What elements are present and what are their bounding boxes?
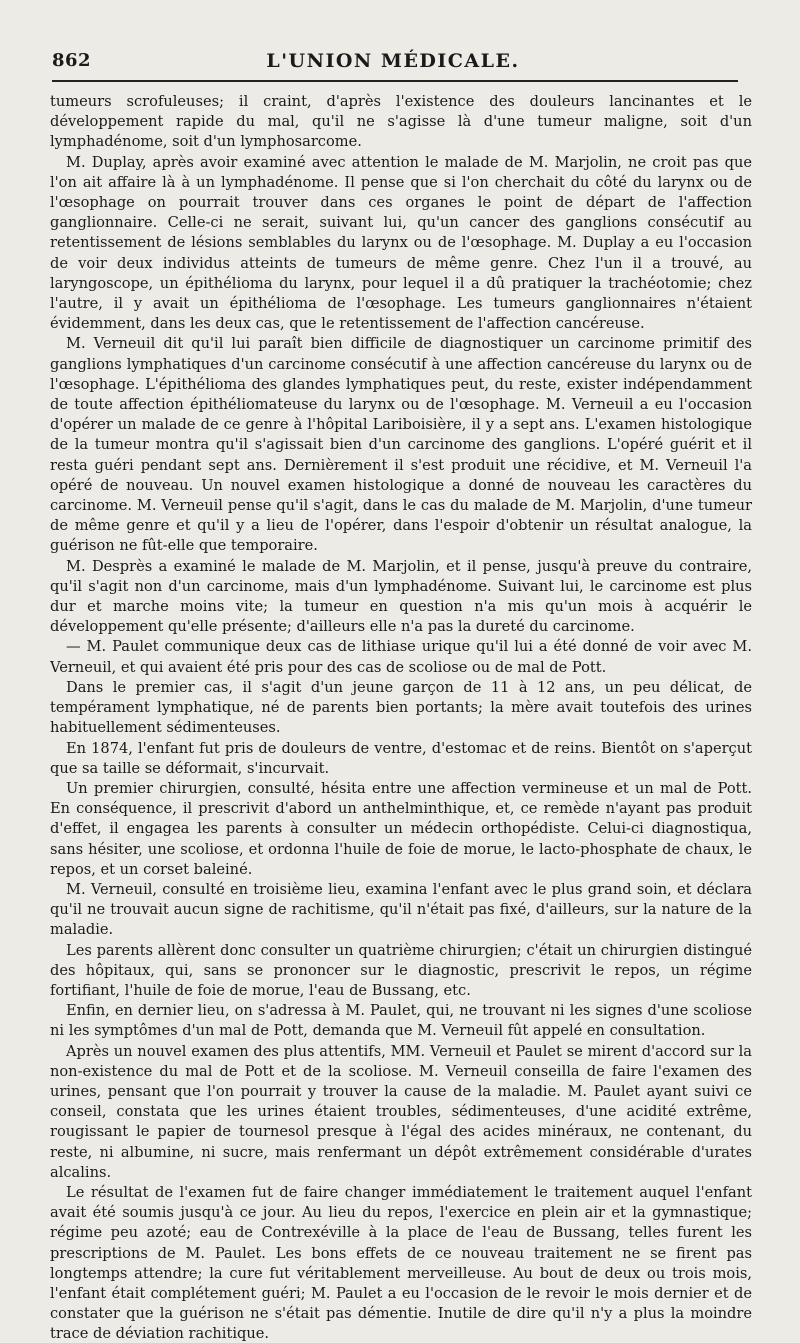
paragraph: Après un nouvel examen des plus attentifs, MM. Verneuil et Paulet se mirent d'accord sur la non-existence du mal de Pott et de la scoliose. M. Verneuil conseilla de faire l'examen des urines, pensant que l'on pourrait y trouver la cause de la maladie. M. Paulet ayant suivi ce conseil, constata que les urines étaient troubles, sédimenteuses, d'une acidité extrême, rougissant le papier de tournesol presque à l'égal des acides minéraux, ne contenant, du reste, ni albumine, ni sucre, mais renfermant un dépôt extrêmement considérable d'urates alcalins.: [50, 1042, 752, 1181]
paragraph: Un premier chirurgien, consulté, hésita entre une affection vermineuse et un mal de Pott. En conséquence, il prescrivit d'abord un anthelminthique, et, ce remède n'ayant pas produit d'effet, il engagea les parents à consulter un médecin orthopédiste. Celui-ci diagnostiqua, sans hésiter, une scoliose, et ordonna l'huile de foie de morue, le lacto-phosphate de chaux, le repos, et un corset baleiné.: [50, 779, 752, 878]
paragraph: Les parents allèrent donc consulter un quatrième chirurgien; c'était un chirurgien distingué des hôpitaux, qui, sans se prononcer sur le diagnostic, prescrivit le repos, un régime fortifiant, l'huile de foie de morue, l'eau de Bussang, etc.: [50, 941, 752, 999]
paragraph: En 1874, l'enfant fut pris de douleurs de ventre, d'estomac et de reins. Bientôt on s'aperçut que sa taille se déformait, s'incurvait.: [50, 739, 752, 777]
paragraph: Dans le premier cas, il s'agit d'un jeune garçon de 11 à 12 ans, un peu délicat, de tempérament lymphatique, né de parents bien portants; la mère avait toutefois des urines habituellement sédimenteuses.: [50, 678, 752, 737]
page-number: 862: [52, 50, 92, 71]
paragraph: — M. Paulet communique deux cas de lithiase urique qu'il lui a été donné de voir avec M. Verneuil, et qui avaient été pris pour des cas de scoliose ou de mal de Pott.: [50, 638, 752, 676]
paragraph: M. Verneuil, consulté en troisième lieu, examina l'enfant avec le plus grand soin, et déclara qu'il ne trouvait aucun signe de rachitisme, qu'il n'était pas fixé, d'ailleurs, sur la nature de la maladie.: [50, 880, 752, 939]
paragraph: Le résultat de l'examen fut de faire changer immédiatement le traitement auquel l'enfant avait été soumis jusqu'à ce jour. Au lieu du repos, l'exercice en plein air et la gymnastique; régime peu azoté; eau de Contrexéville à la place de l'eau de Bussang, telles furent les prescriptions de M. Paulet. Les bons effets de ce nouveau traitement ne se firent pas longtemps attendre; la cure fut véritablement merveilleuse. Au bout de deux ou trois mois, l'enfant était complétement guéri; M. Paulet a eu l'occasion de le revoir le mois dernier et de constater que la guérison ne s'était pas démentie. Inutile de dire qu'il n'y a plus la moindre trace de déviation rachitique.: [50, 1183, 752, 1343]
page-header: [52, 48, 734, 78]
paragraph: M. Duplay, après avoir examiné avec attention le malade de M. Marjolin, ne croit pas que l'on ait affaire là à un lymphadénome. Il pense que si l'on cherchait du côté du larynx ou de l'œsophage on pourrait trouver dans ces organes le point de départ de l'affection ganglionnaire. Celle-ci ne serait, suivant lui, qu'un cancer des ganglions consécutif au retentissement de lésions semblables du larynx ou de l'œsophage. M. Duplay a eu l'occasion de voir deux individus atteints de tumeurs de même genre. Chez l'un il a trouvé, au laryngoscope, un épithélioma du larynx, pour lequel il a dû pratiquer la trachéotomie; chez l'autre, il y avait un épithélioma de l'œsophage. Les tumeurs ganglionnaires n'étaient évidemment, dans les deux cas, que le retentissement de l'affection cancéreuse.: [50, 153, 752, 333]
paragraph: M. Desprès a examiné le malade de M. Marjolin, et il pense, jusqu'à preuve du contraire, qu'il s'agit non d'un carcinome, mais d'un lymphadénome. Suivant lui, le carcinome est plus dur et marche moins vite; la tumeur en question n'a mis qu'un mois à acquérir le développement qu'elle présente; d'ailleurs elle n'a pas la dureté du carcinome.: [50, 557, 752, 636]
paragraph: M. Verneuil dit qu'il lui paraît bien difficile de diagnostiquer un carcinome primitif des ganglions lymphatiques d'un carcinome consécutif à une affection cancéreuse du larynx ou de l'œsophage. L'épithélioma des glandes lymphatiques peut, du reste, exister indépendamment de toute affection épithéliomateuse du larynx ou de l'œsophage. M. Verneuil a eu l'occasion d'opérer un malade de ce genre à l'hôpital Lariboisière, il y a sept ans. L'examen histologique de la tumeur montra qu'il s'agissait bien d'un carcinome des ganglions. L'opéré guérit et il resta guéri pendant sept ans. Dernièrement il s'est produit une récidive, et M. Verneuil l'a opéré de nouveau. Un nouvel examen histologique a donné de nouveau les caractères du carcinome. M. Verneuil pense qu'il s'agit, dans le cas du malade de M. Marjolin, d'une tumeur de même genre et qu'il y a lieu de l'opérer, dans l'espoir d'obtenir un résultat analogue, la guérison ne fût-elle que temporaire.: [50, 335, 752, 555]
paragraph: tumeurs scrofuleuses; il craint, d'après l'existence des douleurs lancinantes et le développement rapide du mal, qu'il ne s'agisse là d'une tumeur maligne, soit d'un lymphadénome, soit d'un lymphosarcome.: [50, 93, 752, 151]
article-body: [50, 92, 752, 1343]
paragraph: Enfin, en dernier lieu, on s'adressa à M. Paulet, qui, ne trouvant ni les signes d'une scoliose ni les symptômes d'un mal de Pott, demanda que M. Verneuil fût appelé en consultation.: [50, 1002, 752, 1040]
journal-title: L'UNION MÉDICALE.: [266, 50, 520, 72]
header-rule: [52, 80, 738, 82]
